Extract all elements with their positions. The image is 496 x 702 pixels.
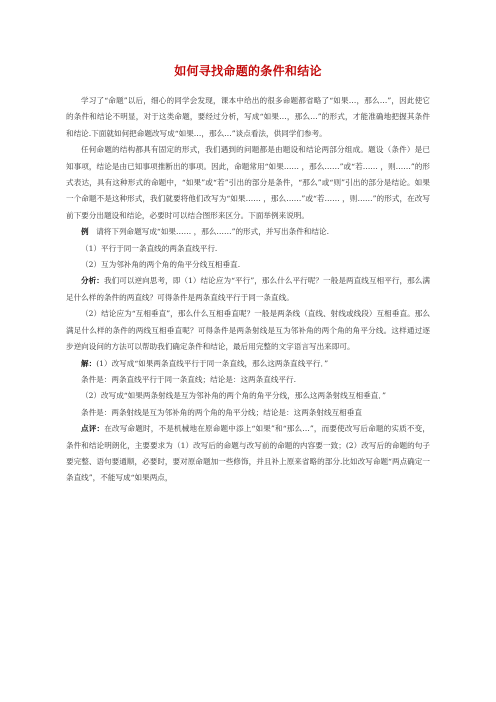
paragraph-text: 我们可以逆向思考，即（1）结论应为“平行”，那么什么平行呢？一般是两直线互相平行，那么满足什么样的条件的两直线？可得条件是两条直线平行于同一条直线。	[66, 276, 431, 302]
solution-condition-1	[66, 372, 430, 388]
paragraph-text: 在改写命题时，不是机械地在原命题中添上“如果”和“那么…”，而要使改写后命题的实质不变，条件和结论明朗化，主要要求为（1）改写后的命题与改写前的命题的内容要一致；(2）改写后的命题的句子要完整、语句要通顺，必要时，要对原命题加一些修饰，并且补上原来省略的部分.比如改写命题“两点确定一条直线”，不能写成“如果两点，	[66, 424, 430, 483]
paragraph-text: （2）改写成“如果两条射线是互为邻补角的两个角的角平分线，那么这两条射线互相垂直．”	[81, 391, 386, 401]
solution-condition-2	[66, 405, 430, 421]
paragraph-structure	[66, 142, 430, 224]
paragraph-text: 条件是：两条直线平行于同一条直线；结论是：这两条直线平行.	[81, 374, 297, 384]
analysis-paragraph-2	[66, 306, 430, 355]
solution-paragraph	[66, 356, 430, 372]
paragraph-text: （2）互为邻补角的两个角的角平分线互相垂直.	[81, 260, 241, 270]
solution-item-2	[66, 388, 430, 404]
comment-label: 点评：	[81, 424, 105, 434]
analysis-paragraph	[66, 273, 430, 306]
example-label: 例	[81, 227, 89, 237]
paragraph-text: (1）改写成“如果两条直线平行于同一条直线，那么这两条直线平行．”	[96, 358, 329, 368]
paragraph-text: （1）平行于同一条直线的两条直线平行.	[81, 243, 218, 253]
example-item-2	[66, 257, 430, 273]
paragraph-text: 条件是：两条射线是互为邻补角的两个角的角平分线；结论是：这两条射线互相垂直	[81, 407, 362, 417]
analysis-label: 分析：	[81, 276, 104, 286]
example-statement	[66, 224, 430, 240]
example-item-1	[66, 241, 430, 257]
paragraph-text: 请将下列命题写成“如果…… ，那么……”的形式，并写出条件和结论.	[96, 227, 329, 237]
comment-paragraph	[66, 421, 430, 487]
paragraph-text: 任何命题的结构都具有固定的形式，我们遇到的问题都是由题设和结论两部分组成。题设（条件）是已知事项，结论是由已知事项推断出的事项。因此，命题常用“如果…… ，那么……”或“若…… ，则……”的形式表达，具有这种形式的命题中，“如果”或“若”引出的部分是条件，“那么”或“则”引出的部分是结论。如果一个命题不是这种形式，我们就要将他们改写为“如果…… ，那么……”或“若…… ，则……”的形式，在改写前下要分出题设和结论，必要时可以结合图形来区分。下面举例来说明。	[66, 145, 430, 220]
paragraph-text: （2）结论应为“互相垂直”，那么什么互相垂直呢？一般是两条线（直线、射线或线段）互相垂直。那么满足什么样的条件的两线互相垂直呢？可得条件是两条射线是互为邻补角的两个角的角平分线。这样通过逐步逆向设问的方法可以帮助我们确定条件和结论，最后用完整的文字语言写出来即可。	[66, 309, 430, 352]
paragraph-intro	[66, 93, 430, 142]
page-title: 如何寻找命题的条件和结论	[174, 64, 322, 78]
solution-label: 解：	[81, 358, 97, 368]
paragraph-text: 学习了“命题”以后，细心的同学会发现，课本中给出的很多命题都省略了“如果…，那么…”，因此使它的条件和结论不明显，对于这类命题，要经过分析，写成“如果…，那么…”的形式，才能准确地把握其条件和结论.下面就如何把命题改写成“如果…，那么…”谈点看法，供同学们参考。	[66, 96, 430, 138]
